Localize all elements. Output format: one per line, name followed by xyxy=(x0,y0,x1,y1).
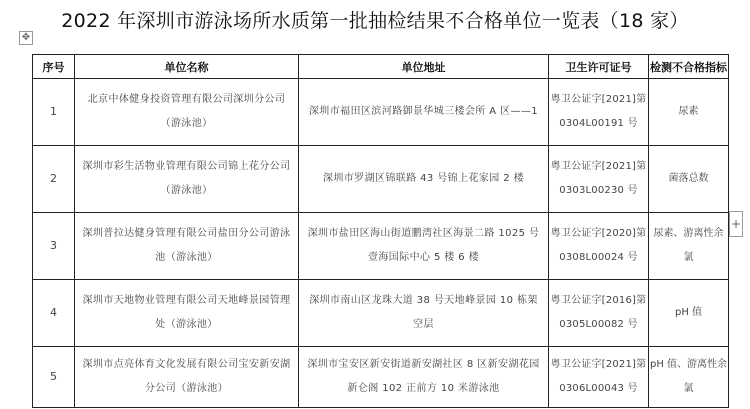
row-index: 2 xyxy=(33,146,75,213)
failed-indicator: 尿素、游离性余氯 xyxy=(649,213,729,280)
unit-address: 深圳市南山区龙珠大道 38 号天地峰景园 10 栋架空层 xyxy=(299,280,549,347)
unit-name: 北京中体健身投资管理有限公司深圳分公司（游泳池） xyxy=(75,79,299,146)
header-index: 序号 xyxy=(33,55,75,79)
header-name: 单位名称 xyxy=(75,55,299,79)
results-table xyxy=(32,54,729,408)
row-index: 1 xyxy=(33,79,75,146)
unit-name: 深圳市点亮体育文化发展有限公司宝安新安湖分公司（游泳池） xyxy=(75,347,299,408)
unit-name: 深圳普拉达健身管理有限公司盐田分公司游泳池（游泳池） xyxy=(75,213,299,280)
unit-address: 深圳市宝安区新安街道新安湖社区 8 区新安湖花园新仑阁 102 正前方 10 米游泳池 xyxy=(299,347,549,408)
failed-indicator: 菌落总数 xyxy=(649,146,729,213)
row-index: 4 xyxy=(33,280,75,347)
header-license: 卫生许可证号 xyxy=(549,55,649,79)
page-title: 2022 年深圳市游泳场所水质第一批抽检结果不合格单位一览表（18 家） xyxy=(61,10,689,32)
table-row xyxy=(33,79,729,146)
failed-indicator: pH 值 xyxy=(649,280,729,347)
license-number: 粤卫公证字[2020]第 0308L00024 号 xyxy=(549,213,649,280)
table-row xyxy=(33,347,729,408)
unit-address: 深圳市福田区滨河路御景华城三楼会所 A 区——1 xyxy=(299,79,549,146)
unit-name: 深圳市天地物业管理有限公司天地峰景园管理处（游泳池） xyxy=(75,280,299,347)
table-row xyxy=(33,213,729,280)
license-number: 粤卫公证字[2021]第 0303L00230 号 xyxy=(549,146,649,213)
failed-indicator: 尿素 xyxy=(649,79,729,146)
row-index: 5 xyxy=(33,347,75,408)
header-failed-indicator: 检测不合格指标 xyxy=(649,55,729,79)
license-number: 粤卫公证字[2021]第 0306L00043 号 xyxy=(549,347,649,408)
unit-name: 深圳市彩生活物业管理有限公司锦上花分公司（游泳池） xyxy=(75,146,299,213)
license-number: 粤卫公证字[2016]第 0305L00082 号 xyxy=(549,280,649,347)
table-move-handle-icon[interactable]: ✥ xyxy=(19,31,33,45)
failed-indicator: pH 值、游离性余氯 xyxy=(649,347,729,408)
add-column-icon[interactable]: + xyxy=(729,211,743,237)
table-row xyxy=(33,146,729,213)
header-address: 单位地址 xyxy=(299,55,549,79)
unit-address: 深圳市罗湖区锦联路 43 号锦上花家园 2 楼 xyxy=(299,146,549,213)
header-row xyxy=(33,55,729,79)
unit-address: 深圳市盐田区海山街道鹏湾社区海景二路 1025 号壹海国际中心 5 楼 6 楼 xyxy=(299,213,549,280)
row-index: 3 xyxy=(33,213,75,280)
table-row xyxy=(33,280,729,347)
license-number: 粤卫公证字[2021]第 0304L00191 号 xyxy=(549,79,649,146)
